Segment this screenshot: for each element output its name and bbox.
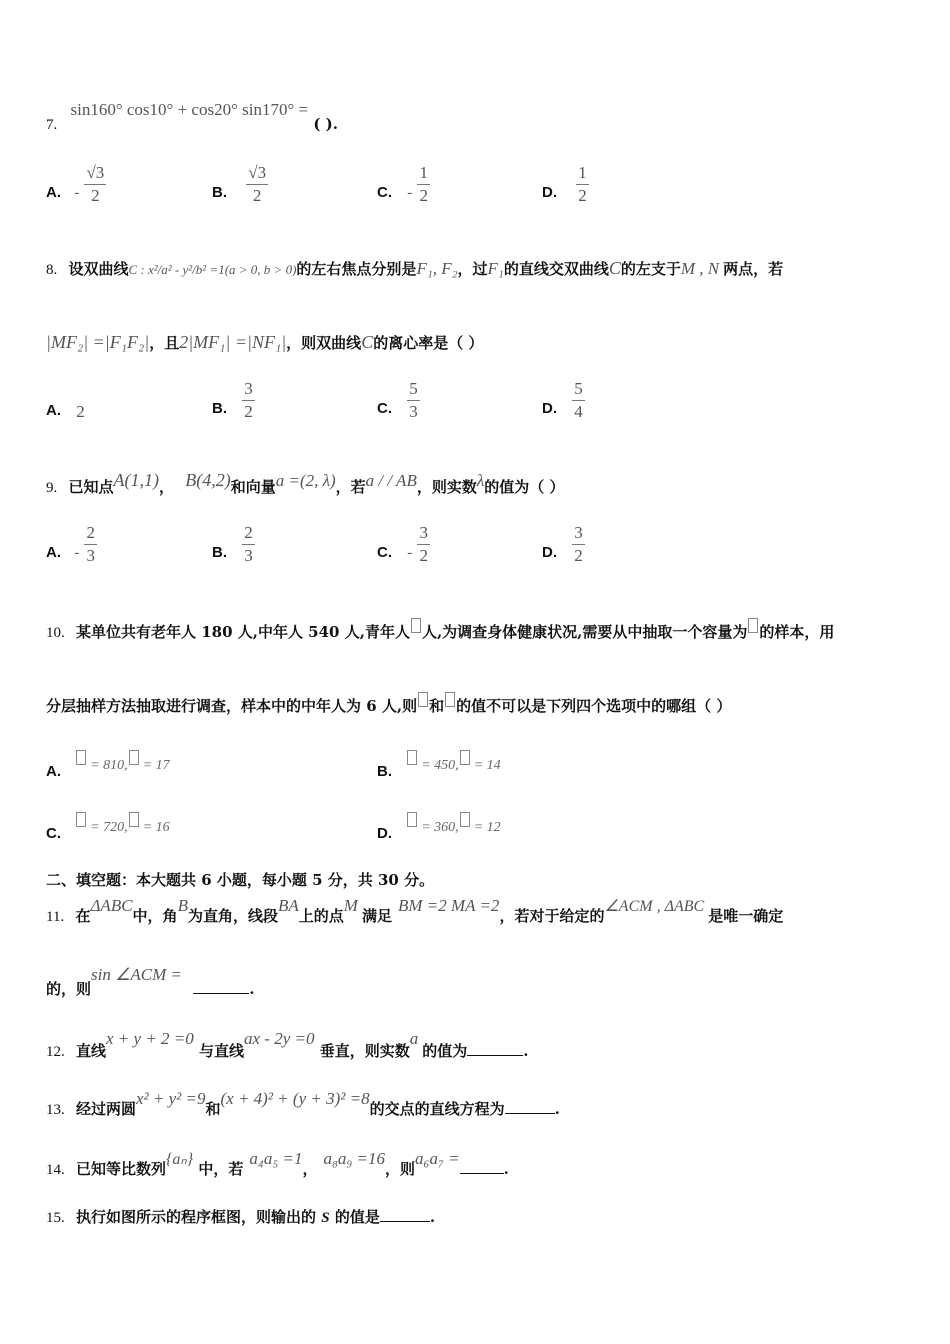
option-value-2: = 14	[473, 758, 501, 773]
question-number: 8.	[46, 262, 58, 278]
question-8-line-1	[46, 258, 783, 279]
option-label: C.	[46, 825, 61, 842]
option-sign: -	[407, 184, 413, 201]
placeholder-box-icon	[418, 692, 428, 707]
question-text: ，若对于给定的	[499, 907, 605, 925]
math-sequence: {aₙ}	[166, 1151, 194, 1168]
math-c: C	[361, 332, 374, 352]
question-text: ，则	[385, 1160, 416, 1178]
q7-option-a[interactable]	[46, 162, 106, 207]
option-fraction: $\frac{3}{2}$	[244, 379, 253, 421]
question-text: ，	[158, 478, 174, 496]
math-line-2: ax - 2y =0	[244, 1029, 315, 1048]
placeholder-box-icon	[76, 750, 86, 765]
math-point-b: B(4,2)	[185, 470, 231, 490]
math-curve: C : x²/a² - y²/b² =1(a > 0, b > 0)	[128, 262, 297, 277]
question-text: 是唯一确定	[708, 907, 784, 925]
question-text: ，	[302, 1160, 318, 1178]
q8-option-b[interactable]	[212, 378, 255, 423]
question-text: 的左右焦点分别是	[296, 260, 417, 278]
question-number: 7.	[46, 117, 58, 133]
question-text: 中，若	[198, 1160, 244, 1178]
question-number: 12.	[46, 1044, 65, 1060]
math-equation-1: a₄a₅ =1	[249, 1149, 303, 1168]
question-text: 的左支于	[620, 260, 681, 278]
question-text: .	[503, 1160, 509, 1178]
q10-option-a[interactable]	[46, 750, 170, 780]
placeholder-box-icon	[407, 750, 417, 765]
q8-option-d[interactable]	[542, 378, 585, 423]
question-text: 垂直，则实数	[319, 1042, 410, 1060]
option-fraction: $\frac{1}{2}$	[578, 163, 587, 205]
option-fraction: $\frac{√3}{2}$	[86, 163, 105, 205]
question-text: 为直角，线段	[187, 907, 278, 925]
option-label: C.	[377, 399, 392, 417]
question-text: 设双曲线	[68, 260, 129, 278]
question-text: 的值不可以是下列四个选项中的哪组（ ）	[456, 697, 732, 715]
q10-option-b[interactable]	[377, 750, 501, 780]
question-text: 在	[75, 907, 91, 925]
question-text: 和	[205, 1100, 221, 1118]
question-8-line-2	[46, 332, 483, 353]
question-text: 两点，若	[723, 260, 784, 278]
question-text: ，且	[149, 334, 180, 352]
option-value-1: = 450,	[421, 758, 459, 773]
placeholder-box-icon	[76, 812, 86, 827]
question-14	[46, 1148, 509, 1178]
math-circle-1: x² + y² =9	[136, 1089, 206, 1108]
answer-blank[interactable]	[467, 1055, 523, 1056]
option-label: B.	[212, 183, 227, 201]
option-sign: -	[407, 544, 413, 561]
question-text: 满足	[361, 907, 392, 925]
question-9	[46, 470, 565, 496]
question-text: 人,为调查身体健康状况,需要从中抽取一个容量为	[421, 623, 748, 641]
placeholder-box-icon	[460, 750, 470, 765]
question-text: 中，角	[132, 907, 178, 925]
option-label: D.	[542, 543, 557, 561]
option-label: B.	[212, 543, 227, 561]
q8-option-a[interactable]	[46, 378, 85, 421]
q10-option-c[interactable]	[46, 812, 170, 842]
answer-bracket: ( ).	[313, 115, 338, 133]
question-text: .	[249, 980, 255, 998]
q9-option-c[interactable]	[377, 522, 430, 567]
option-label: D.	[542, 183, 557, 201]
math-angle: ∠ACM , ΔABC	[604, 898, 705, 915]
question-text: 的值为	[422, 1042, 468, 1060]
question-text: 的值为（ ）	[484, 478, 565, 496]
option-fraction: $\frac{2}{3}$	[244, 523, 253, 565]
option-value-2: = 17	[142, 758, 170, 773]
option-fraction: $\frac{5}{3}$	[409, 379, 418, 421]
option-value-1: = 360,	[421, 820, 459, 835]
question-text: 上的点	[298, 907, 344, 925]
question-number: 15.	[46, 1210, 65, 1226]
option-label: D.	[377, 825, 392, 842]
question-text: 和	[429, 697, 445, 715]
math-ba: BA	[277, 896, 299, 915]
math-equation: BM =2 MA =2	[397, 896, 500, 915]
placeholder-box-icon	[748, 618, 758, 633]
q7-option-b[interactable]	[212, 162, 268, 207]
question-text: 与直线	[199, 1042, 245, 1060]
math-sin: sin ∠ACM =	[91, 965, 182, 984]
question-number: 14.	[46, 1162, 65, 1178]
option-value-2: = 12	[473, 820, 501, 835]
math-mn: M , N	[680, 259, 720, 278]
answer-blank[interactable]	[193, 993, 249, 994]
option-fraction: $\frac{3}{2}$	[574, 523, 583, 565]
option-fraction: $\frac{3}{2}$	[419, 523, 428, 565]
option-label: D.	[542, 399, 557, 417]
q7-option-c[interactable]	[377, 162, 430, 207]
question-text: ，则双曲线	[286, 334, 362, 352]
question-11-line-1	[46, 895, 784, 925]
question-11-line-2	[46, 964, 255, 998]
option-fraction: $\frac{2}{3}$	[86, 523, 95, 565]
placeholder-box-icon	[129, 750, 139, 765]
question-text: .	[523, 1042, 529, 1060]
question-number: 11.	[46, 909, 65, 925]
question-text: 执行如图所示的程序框图，则输出的	[75, 1208, 316, 1226]
math-f1: F₁	[487, 259, 504, 278]
math-equation-3: a₆a₇ =	[415, 1149, 460, 1168]
question-text: 的样本，用	[759, 623, 835, 641]
q8-option-c[interactable]	[377, 378, 420, 423]
question-number: 10.	[46, 625, 65, 641]
question-15	[46, 1206, 435, 1227]
question-text: 的离心率是（ ）	[373, 334, 484, 352]
question-text: .	[429, 1208, 436, 1226]
option-label: A.	[46, 763, 61, 780]
math-m: M	[343, 896, 358, 915]
option-fraction: $\frac{1}{2}$	[419, 163, 428, 205]
option-value-1: = 810,	[90, 758, 128, 773]
question-text: 的直线交双曲线	[503, 260, 609, 278]
option-label: B.	[212, 399, 227, 417]
math-vector: a =(2, λ)	[275, 471, 336, 490]
question-7	[46, 100, 338, 133]
question-10-line-2	[46, 692, 731, 716]
placeholder-box-icon	[407, 812, 417, 827]
q9-option-a[interactable]	[46, 522, 97, 567]
question-text: 的交点的直线方程为	[369, 1100, 505, 1118]
question-text: 直线	[75, 1042, 106, 1060]
question-text: ，则实数	[416, 478, 477, 496]
placeholder-box-icon	[445, 692, 455, 707]
question-text: ，过	[457, 260, 488, 278]
q9-option-d[interactable]	[542, 522, 585, 567]
question-13	[46, 1088, 560, 1118]
q7-option-d[interactable]	[542, 162, 589, 207]
question-number: 13.	[46, 1102, 65, 1118]
question-text: 的，则	[46, 980, 92, 998]
option-label: A.	[46, 402, 61, 419]
question-10-line-1	[46, 618, 834, 642]
question-text: 某单位共有老年人 180 人,中年人 540 人,青年人	[75, 623, 410, 641]
answer-blank[interactable]	[460, 1173, 504, 1174]
math-foci: F₁, F₂	[416, 259, 458, 278]
math-s: S	[321, 1210, 330, 1226]
question-text: ，若	[335, 478, 366, 496]
math-equation-2: a₈a₉ =16	[323, 1149, 386, 1168]
math-circle-2: (x + 4)² + (y + 3)² =8	[220, 1089, 370, 1108]
option-label: B.	[377, 763, 392, 780]
q9-option-b[interactable]	[212, 522, 255, 567]
question-text: 的值是	[334, 1208, 380, 1226]
math-condition-1: |MF₂| =|F₁F₂|	[46, 332, 150, 352]
q10-option-d[interactable]	[377, 812, 501, 842]
answer-blank[interactable]	[505, 1113, 555, 1114]
question-text: 已知等比数列	[75, 1160, 166, 1178]
question-text: .	[554, 1100, 560, 1118]
math-b: B	[177, 896, 188, 915]
placeholder-box-icon	[411, 618, 421, 633]
question-text: 已知点	[68, 478, 114, 496]
option-value-2: = 16	[142, 820, 170, 835]
option-fraction: $\frac{√3}{2}$	[248, 163, 267, 205]
math-point-a: A(1,1)	[113, 470, 159, 490]
math-c: C	[608, 258, 621, 278]
question-text: 和向量	[230, 478, 276, 496]
section-heading: 二、填空题：本大题共 6 小题，每小题 5 分，共 30 分。	[46, 871, 435, 889]
option-label: A.	[46, 543, 61, 561]
math-line-1: x + y + 2 =0	[106, 1029, 194, 1048]
option-sign: -	[74, 184, 80, 201]
math-lambda: λ	[476, 471, 485, 490]
option-label: C.	[377, 543, 392, 561]
option-value: 2	[76, 402, 85, 421]
option-label: A.	[46, 183, 61, 201]
question-number: 9.	[46, 480, 58, 496]
math-parallel: a / / AB	[365, 471, 417, 490]
placeholder-box-icon	[129, 812, 139, 827]
math-a: a	[409, 1029, 419, 1048]
math-expression: sin160° cos10° + cos20° sin170° =	[70, 100, 309, 119]
placeholder-box-icon	[460, 812, 470, 827]
math-condition-2: 2|MF₁| =|NF₁|	[179, 332, 287, 352]
question-text: 分层抽样方法抽取进行调查，样本中的中年人为 6 人,则	[46, 697, 418, 715]
option-fraction: $\frac{5}{4}$	[574, 379, 583, 421]
math-triangle: ΔABC	[90, 896, 133, 915]
answer-blank[interactable]	[380, 1221, 430, 1222]
question-text: 经过两圆	[75, 1100, 136, 1118]
option-value-1: = 720,	[90, 820, 128, 835]
question-12	[46, 1028, 529, 1060]
option-sign: -	[74, 544, 80, 561]
option-label: C.	[377, 183, 392, 201]
